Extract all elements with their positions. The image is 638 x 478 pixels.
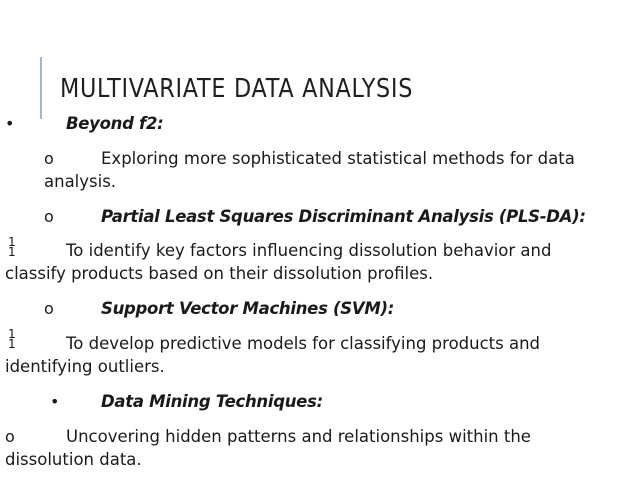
bullet-icon: • bbox=[5, 114, 15, 133]
sub-bullet-marker: o bbox=[44, 299, 54, 318]
item2-label: Partial Least Squares Discriminant Analysis (PLS-DA): bbox=[101, 207, 586, 226]
item4-desc-line2: dissolution data. bbox=[5, 450, 142, 469]
sub-bullet-marker: o bbox=[44, 207, 54, 226]
main-bullet-label: Beyond f2: bbox=[66, 114, 164, 133]
fallback-glyph-icon: 1 bbox=[8, 245, 16, 259]
sub-bullet-marker: o bbox=[5, 427, 15, 446]
item1-line1: Exploring more sophisticated statistical methods for data bbox=[101, 149, 575, 168]
fallback-glyph-icon: 1 bbox=[8, 235, 16, 249]
title-accent-bar bbox=[40, 57, 42, 119]
item2-desc-line1: To identify key factors influencing dissolution behavior and bbox=[66, 241, 552, 260]
sub-bullet-marker: o bbox=[44, 149, 54, 168]
item4-label: Data Mining Techniques: bbox=[101, 392, 323, 411]
item1-line2: analysis. bbox=[44, 172, 117, 191]
item3-label: Support Vector Machines (SVM): bbox=[101, 299, 394, 318]
item4-desc-line1: Uncovering hidden patterns and relationships within the bbox=[66, 427, 531, 446]
fallback-glyph-icon: 1 bbox=[8, 337, 16, 351]
slide-title: MULTIVARIATE DATA ANALYSIS bbox=[60, 74, 414, 104]
item3-desc-line2: identifying outliers. bbox=[5, 357, 165, 376]
item2-desc-line2: classify products based on their dissolution profiles. bbox=[5, 264, 434, 283]
fallback-glyph-icon: 1 bbox=[8, 327, 16, 341]
item3-desc-line1: To develop predictive models for classifying products and bbox=[66, 334, 541, 353]
bullet-icon: • bbox=[50, 392, 60, 411]
